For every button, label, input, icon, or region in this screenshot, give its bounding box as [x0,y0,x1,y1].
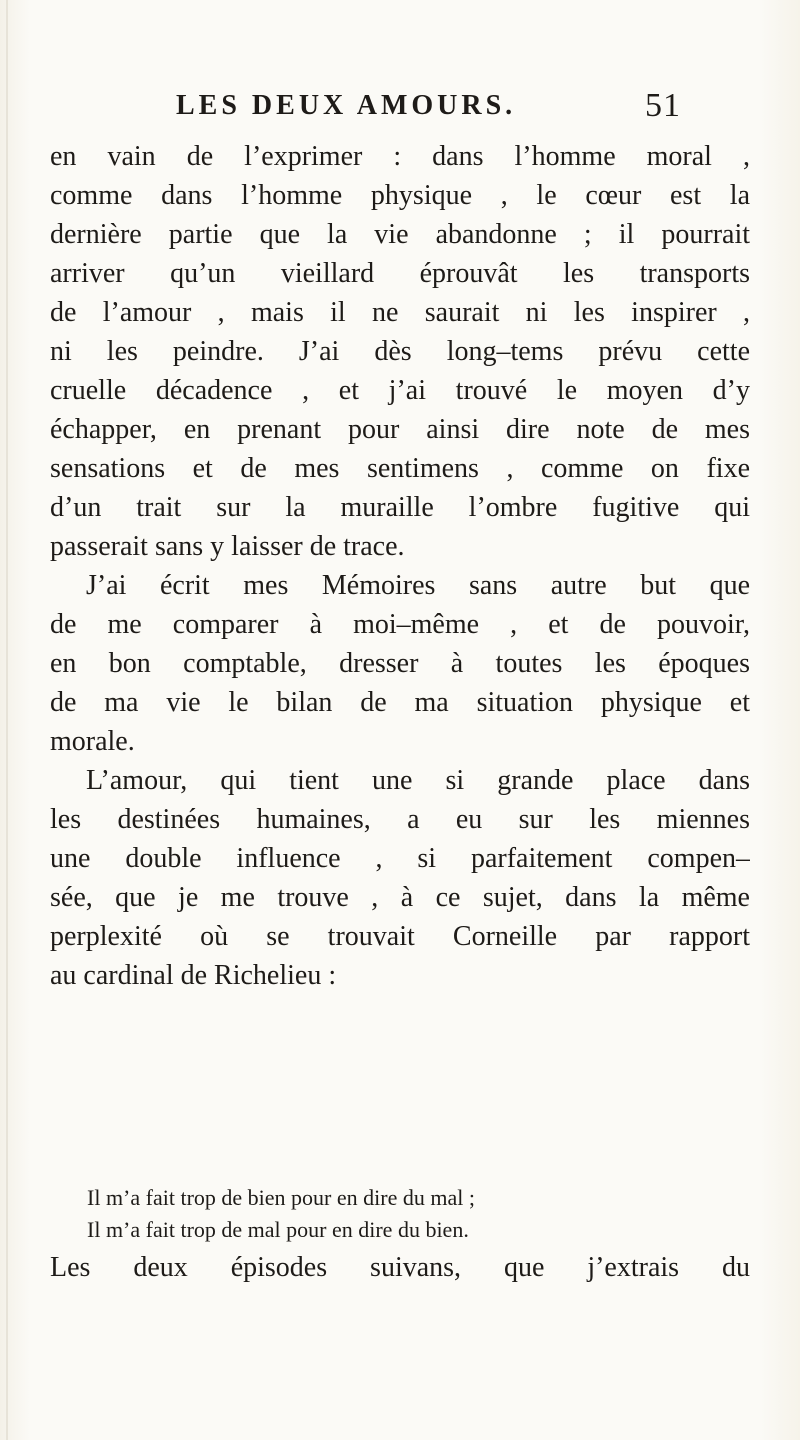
text-line: cruelle décadence , et j’ai trouvé le moyen d’y [50,375,750,406]
text-line: passerait sans y laisser de trace. [50,531,405,562]
text-line: de l’amour , mais il ne saurait ni les inspirer , [50,297,750,328]
quote-line: Il m’a fait trop de mal pour en dire du bien. [87,1217,469,1242]
text-line: arriver qu’un vieillard éprouvât les transports [50,258,750,289]
body-text [50,137,750,995]
text-line: d’un trait sur la muraille l’ombre fugitive qui [50,492,750,523]
text-line: comme dans l’homme physique , le cœur est la [50,180,750,211]
text-line: les destinées humaines, a eu sur les miennes [50,804,750,835]
text-line: dernière partie que la vie abandonne ; il pourrait [50,219,750,250]
text-line: de ma vie le bilan de ma situation physique et [50,687,750,718]
text-line: en bon comptable, dresser à toutes les époques [50,648,750,679]
text-line: sée, que je me trouve , à ce sujet, dans la même [50,882,750,913]
text-line: de me comparer à moi–même , et de pouvoir, [50,609,750,640]
text-line: J’ai écrit mes Mémoires sans autre but que [86,570,750,601]
closing-line: Les deux épisodes suivans, que j’extrais du [50,1252,750,1283]
page-header [176,86,681,126]
text-line: en vain de l’exprimer : dans l’homme moral , [50,141,750,172]
text-line: L’amour, qui tient une si grande place dans [86,765,750,796]
text-line: échapper, en prenant pour ainsi dire note de mes [50,414,750,445]
text-line: morale. [50,726,135,757]
verse-quote [87,1182,687,1246]
text-line: au cardinal de Richelieu : [50,960,337,991]
text-line: ni les peindre. J’ai dès long–tems prévu cette [50,336,750,367]
text-line: perplexité où se trouvait Corneille par rapport [50,921,750,952]
page-edge-shadow [6,0,8,1440]
quote-line: Il m’a fait trop de bien pour en dire du mal ; [87,1185,475,1210]
page-number: 51 [645,87,681,124]
running-head: LES DEUX AMOURS. [176,90,517,121]
text-line: sensations et de mes sentimens , comme on fixe [50,453,750,484]
text-line: une double influence , si parfaitement compen– [50,843,750,874]
